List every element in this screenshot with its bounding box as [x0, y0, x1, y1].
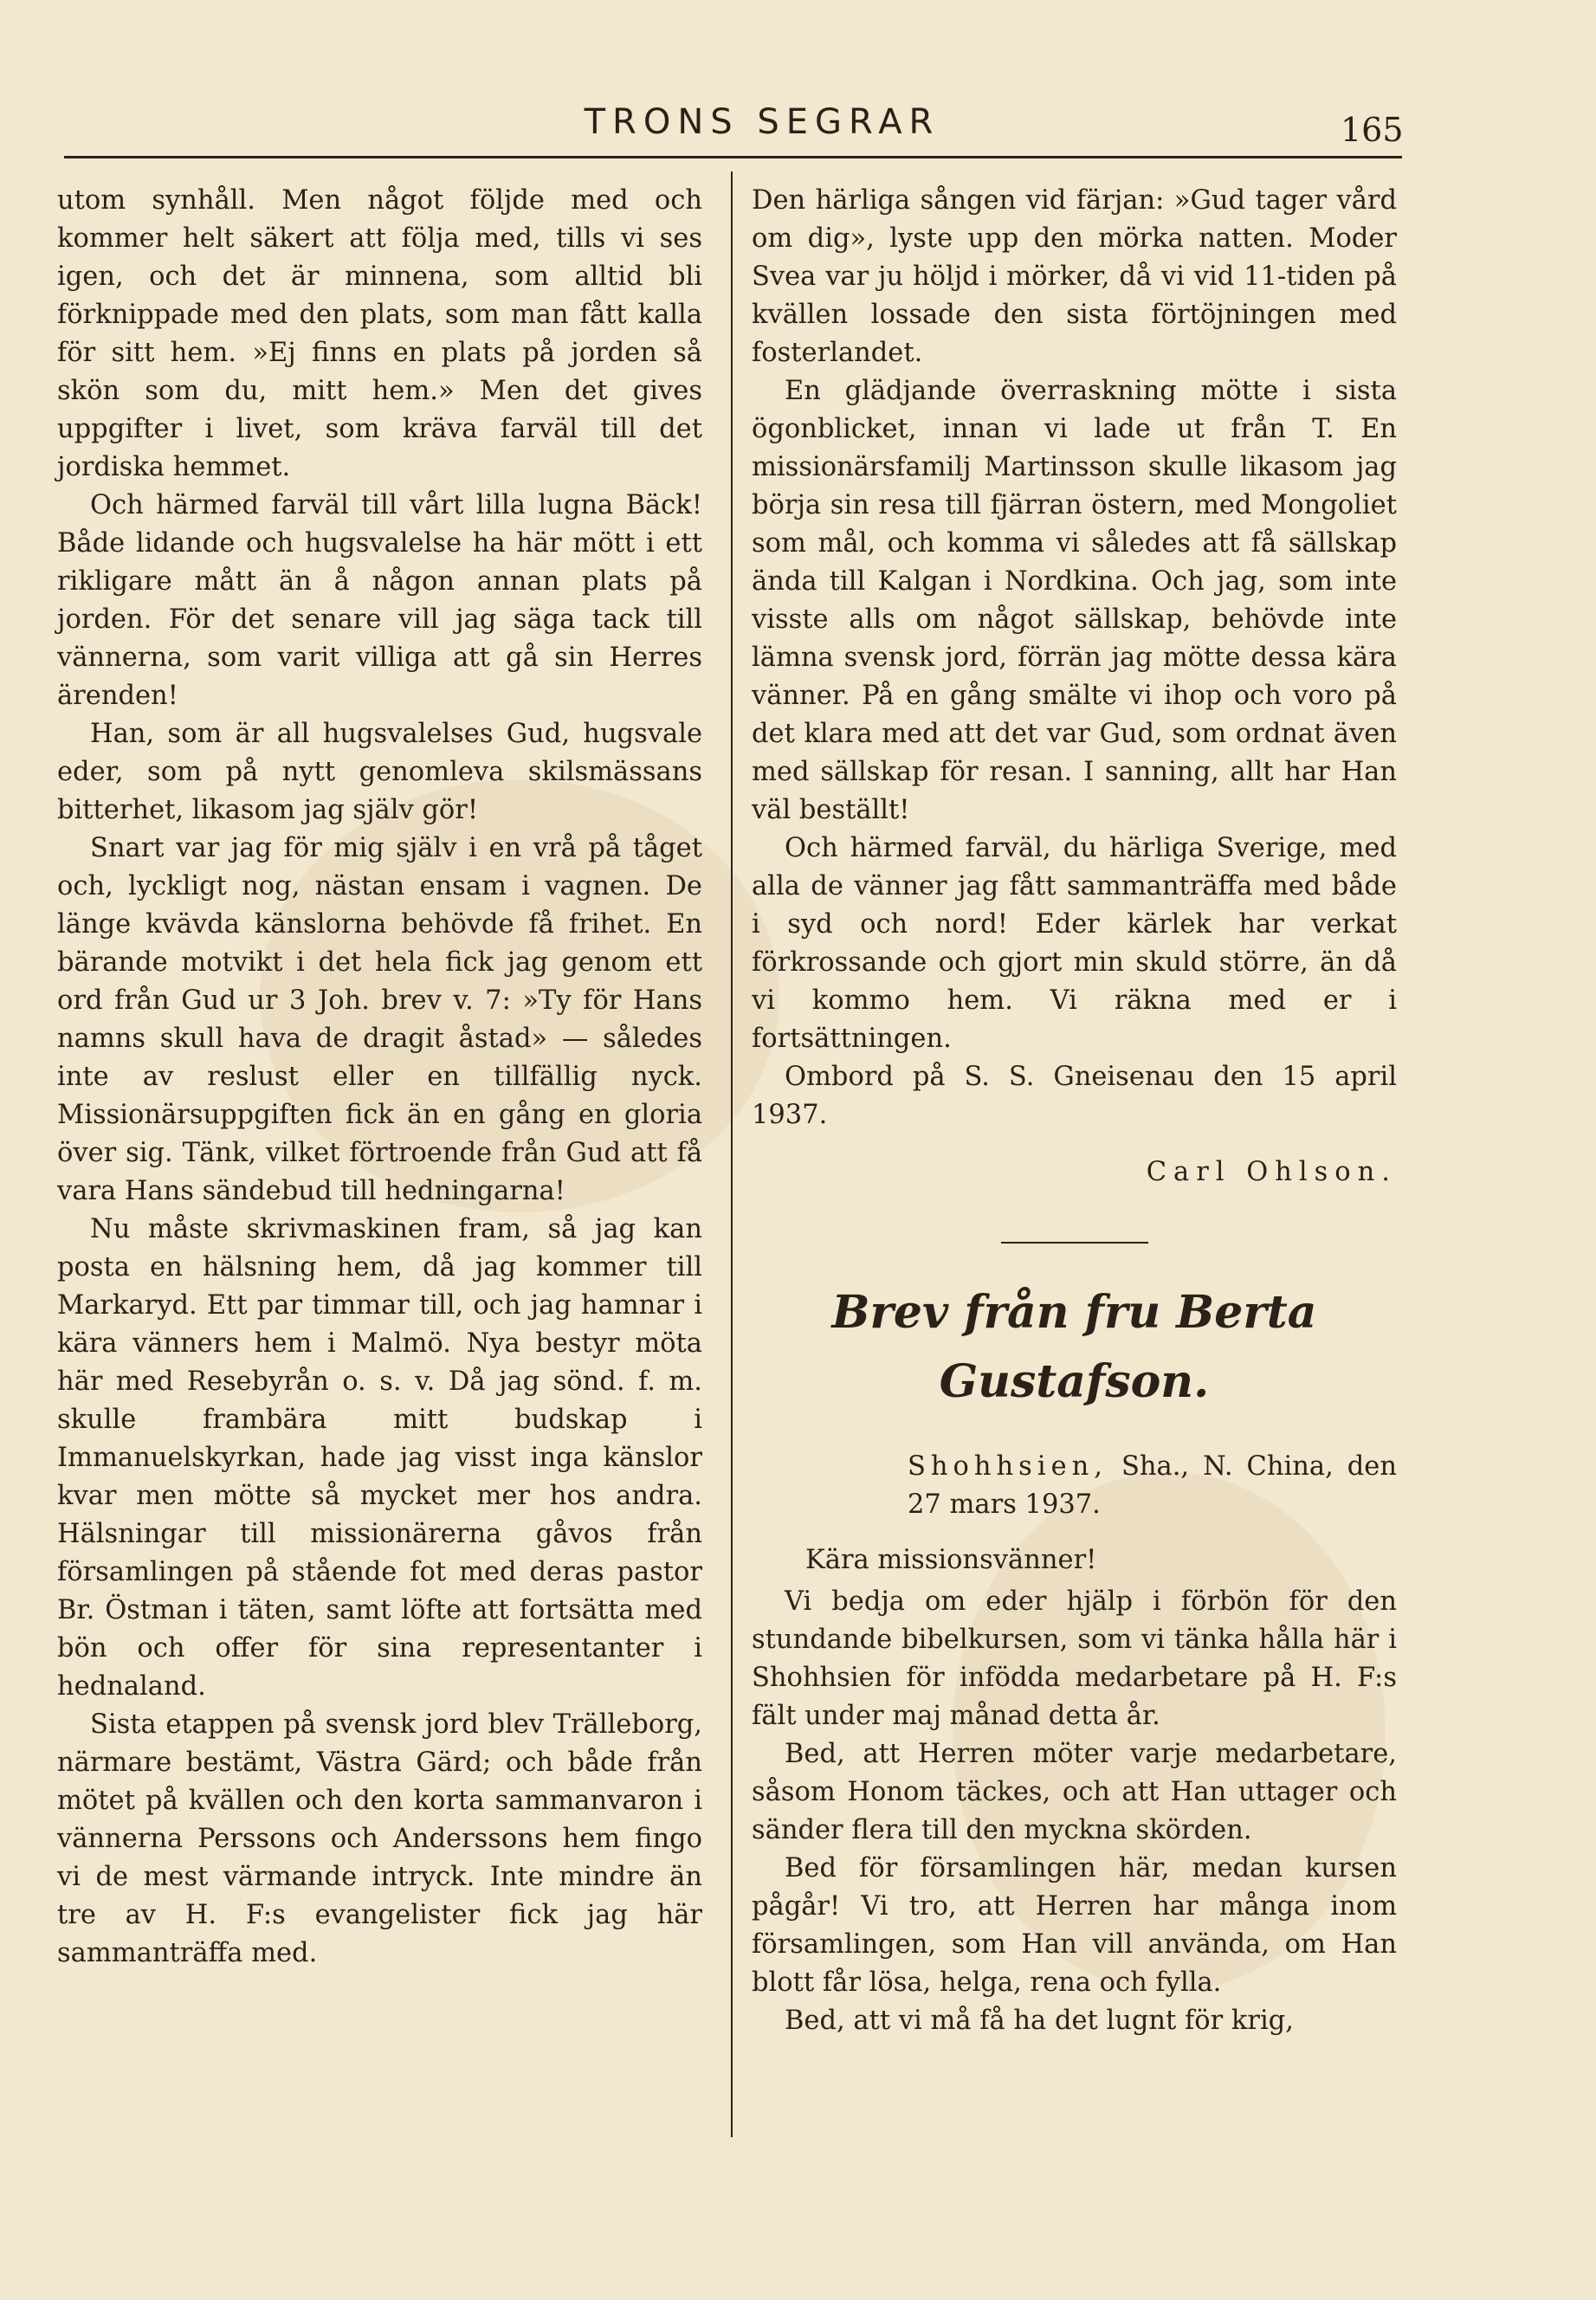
paragraph: Vi bedja om eder hjälp i förbön för den stundande bibelkursen, som vi tänka hålla här i Shohhsien för infödda medarbetare på H. F:s fält under maj månad detta år.: [752, 1586, 1397, 1731]
header-rule: [64, 156, 1402, 158]
letter-dateline: [752, 1448, 1397, 1524]
paragraph: Och härmed farväl till vårt lilla lugna Bäck! Både lidande och hugsvalelse ha här mött i ett rikligare mått än å någon annan plats på jorden. För det senare vill jag säga tack till vännerna, som varit villiga att gå sin Herres ärenden!: [57, 490, 702, 711]
running-title: TRONS SEGRAR: [584, 102, 940, 142]
column-divider: [731, 171, 733, 2137]
right-column: [752, 182, 1397, 2040]
paragraph: Och härmed farväl, du härliga Sverige, med alla de vänner jag fått sammanträffa med både i syd och nord! Eder kärlek har verkat förkrossande och gjort min skuld större, än då vi kommo hem. Vi räkna med er i fortsättningen.: [752, 833, 1397, 1054]
paragraph: Den härliga sången vid färjan: »Gud tager vård om dig», lyste upp den mörka natten. Moder Svea var ju höljd i mörker, då vi vid 11-tiden på kvällen lossade den sista förtöjningen med fosterlandet.: [752, 185, 1397, 368]
dateline-rest: Sha., N. China, den 27 mars 1937.: [908, 1451, 1397, 1520]
paragraph: utom synhåll. Men något följde med och kommer helt säkert att följa med, tills vi ses igen, och det är minnena, som alltid bli förknippade med den plats, som man fått kalla för sitt hem. »Ej finns en plats på jorden så skön som du, mitt hem.» Men det gives uppgifter i livet, som kräva farväl till det jordiska hemmet.: [57, 185, 702, 482]
left-column: [57, 182, 702, 1973]
author-signature: Carl Ohlson.: [1146, 1157, 1397, 1187]
paragraph: Nu måste skrivmaskinen fram, så jag kan posta en hälsning hem, då jag kommer till Markaryd. Ett par timmar till, och jag hamnar i kära vänners hem i Malmö. Nya bestyr möta här med Resebyrån o. s. v. Då jag sönd. f. m. skulle frambära mitt budskap i Immanuelskyrkan, hade jag visst inga känslor kvar men mötte så mycket mer hos andra. Hälsningar till missionärerna gåvos från församlingen på stående fot med deras pastor Br. Östman i täten, samt löfte att fortsätta med bön och offer för sina representanter i hednaland.: [57, 1214, 702, 1702]
paragraph: Snart var jag för mig själv i en vrå på tåget och, lyckligt nog, nästan ensam i vagnen. De länge kvävda känslorna behövde få frihet. En bärande motvikt i det hela fick jag genom ett ord från Gud ur 3 Joh. brev v. 7: »Ty för Hans namns skull hava de dragit åstad» — således inte av reslust eller en tillfällig nyck. Missionärsuppgiften fick än en gång en gloria över sig. Tänk, vilket förtroende från Gud att få vara Hans sändebud till hedningarna!: [57, 833, 702, 1206]
letter-salutation: Kära missionsvänner!: [805, 1545, 1097, 1575]
section-divider: [1001, 1242, 1148, 1244]
paragraph: Bed för församlingen här, medan kursen pågår! Vi tro, att Herren har många inom församlingen, som Han vill använda, om Han blott får lösa, helga, rena och fylla.: [752, 1853, 1397, 1998]
paragraph: Sista etappen på svensk jord blev Trälleborg, närmare bestämt, Västra Gärd; och både från mötet på kvällen och den korta sammanvaron i vännerna Perssons och Anderssons hem fingo vi de mest värmande intryck. Inte mindre än tre av H. F:s evangelister fick jag här sammanträffa med.: [57, 1709, 702, 1968]
dateline-place: Shohhsien,: [908, 1451, 1108, 1482]
paragraph: En glädjande överraskning mötte i sista ögonblicket, innan vi lade ut från T. En missionärsfamilj Martinsson skulle likasom jag börja sin resa till fjärran östern, med Mongoliet som mål, och komma vi således att få sällskap ända till Kalgan i Nordkina. Och jag, som inte visste alls om något sällskap, behövde inte lämna svensk jord, förrän jag mötte dessa kära vänner. På en gång smälte vi ihop och voro på det klara med att det var Gud, som ordnat även med sällskap för resan. I sanning, allt har Han väl beställt!: [752, 376, 1397, 825]
paragraph: Bed, att vi må få ha det lugnt för krig,: [785, 2006, 1294, 2036]
page-number: 165: [1341, 111, 1404, 149]
paragraph: Ombord på S. S. Gneisenau den 15 april 1937.: [752, 1062, 1397, 1130]
letter-title: Brev från fru Berta Gustafson.: [831, 1286, 1317, 1408]
paragraph: Bed, att Herren möter varje medarbetare, såsom Honom täckes, och att Han uttager och sänder flera till den myckna skörden.: [752, 1739, 1397, 1845]
paragraph: Han, som är all hugsvalelses Gud, hugsvale eder, som på nytt genomleva skilsmässans bitterhet, likasom jag själv gör!: [57, 719, 702, 825]
